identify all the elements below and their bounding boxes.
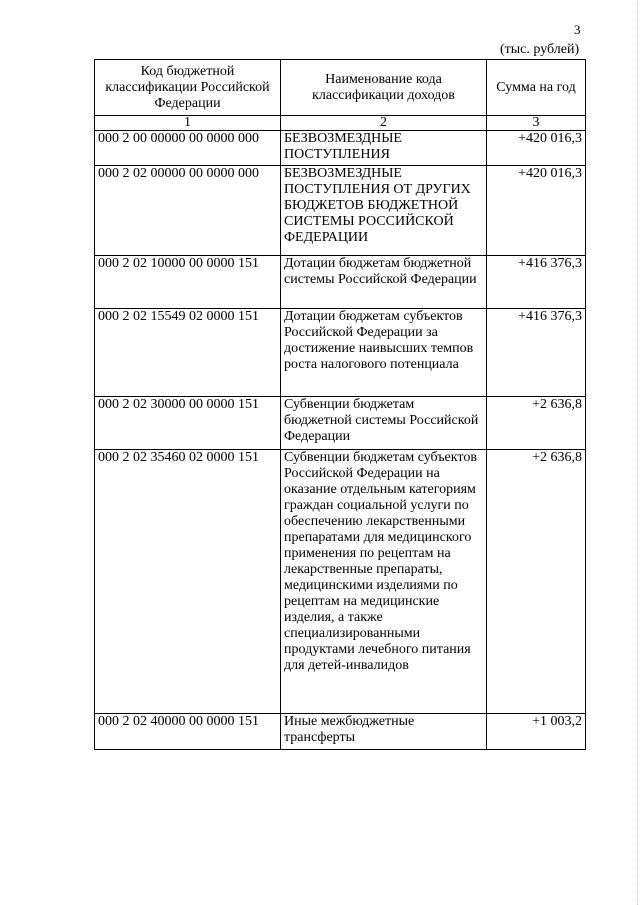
row-name: Субвенции бюджетам бюджетной системы Российской Федерации	[281, 397, 487, 450]
column-number-3: 3	[487, 116, 586, 131]
row-amount: +416 376,3	[487, 309, 586, 397]
row-code: 000 2 02 30000 00 0000 151	[95, 397, 281, 450]
row-code: 000 2 02 35460 02 0000 151	[95, 450, 281, 714]
row-name: БЕЗВОЗМЕЗДНЫЕ ПОСТУПЛЕНИЯ ОТ ДРУГИХ БЮДЖЕТОВ БЮДЖЕТНОЙ СИСТЕМЫ РОССИЙСКОЙ ФЕДЕРАЦИИ	[281, 166, 487, 256]
budget-revenue-table	[94, 59, 586, 750]
scan-edge-line	[636, 0, 638, 905]
row-amount: +1 003,2	[487, 714, 586, 750]
row-code: 000 2 02 10000 00 0000 151	[95, 256, 281, 309]
table-row	[95, 166, 586, 256]
row-amount: +416 376,3	[487, 256, 586, 309]
row-amount: +2 636,8	[487, 450, 586, 714]
table-row	[95, 714, 586, 750]
table-row	[95, 397, 586, 450]
header-code: Код бюджетной классификации Российской Федерации	[95, 60, 281, 116]
column-number-2: 2	[281, 116, 487, 131]
column-number-1: 1	[95, 116, 281, 131]
page-number: 3	[574, 22, 581, 37]
row-code: 000 2 02 15549 02 0000 151	[95, 309, 281, 397]
row-amount: +2 636,8	[487, 397, 586, 450]
table-row	[95, 256, 586, 309]
units-label: (тыс. рублей)	[500, 42, 580, 57]
table-header-row	[95, 60, 586, 116]
row-amount: +420 016,3	[487, 131, 586, 166]
row-amount: +420 016,3	[487, 166, 586, 256]
row-name: Дотации бюджетам субъектов Российской Федерации за достижение наивысших темпов роста налогового потенциала	[281, 309, 487, 397]
row-name: Иные межбюджетные трансферты	[281, 714, 487, 750]
table-row	[95, 131, 586, 166]
row-code: 000 2 02 00000 00 0000 000	[95, 166, 281, 256]
table-row	[95, 309, 586, 397]
header-name: Наименование кода классификации доходов	[281, 60, 487, 116]
column-number-row	[95, 116, 586, 131]
row-name: БЕЗВОЗМЕЗДНЫЕ ПОСТУПЛЕНИЯ	[281, 131, 487, 166]
row-name: Дотации бюджетам бюджетной системы Российской Федерации	[281, 256, 487, 309]
table-row	[95, 450, 586, 714]
row-code: 000 2 02 40000 00 0000 151	[95, 714, 281, 750]
row-code: 000 2 00 00000 00 0000 000	[95, 131, 281, 166]
row-name: Субвенции бюджетам субъектов Российской Федерации на оказание отдельным категориям граждан социальной услуги по обеспечению лекарственными препаратами для медицинского применения по рецептам на лекарственные препараты, медицинскими изделиями по рецептам на медицинские изделия, а также специализированными продуктами лечебного питания для детей-инвалидов	[281, 450, 487, 714]
header-amount: Сумма на год	[487, 60, 586, 116]
